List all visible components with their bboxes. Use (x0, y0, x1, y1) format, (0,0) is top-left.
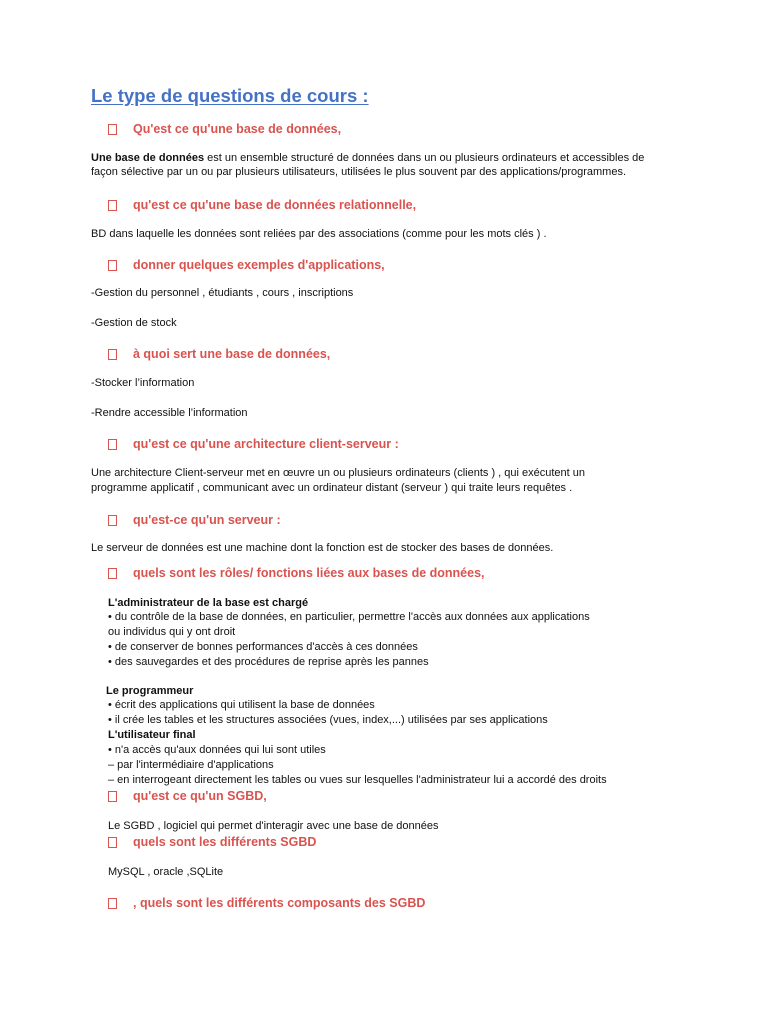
end-user-heading: L'utilisateur final (108, 729, 196, 741)
page-title: Le type de questions de cours : (91, 85, 369, 106)
answer-line: programme applicatif , communicant avec un ordinateur distant (serveur ) qui traite leurs requêtes . (91, 482, 573, 494)
missing-glyph-bullet-icon (108, 124, 117, 135)
programmer-line: • il crée les tables et les structures associées (vues, index,...) utilisées par ses applications (108, 714, 548, 726)
missing-glyph-bullet-icon (108, 260, 117, 271)
answer-paragraph-line2: façon sélective par un ou par plusieurs utilisateurs, utilisées le plus souvent par des applications/programmes. (91, 166, 627, 178)
admin-line: • du contrôle de la base de données, en particulier, permettre l'accès aux données aux applications (108, 611, 590, 623)
answer-line: Le serveur de données est une machine dont la fonction est de stocker des bases de données. (91, 542, 554, 554)
question-text: qu'est ce qu'une base de données relationnelle, (133, 198, 417, 212)
question-what-is-database (108, 120, 341, 138)
answer-line: Le SGBD , logiciel qui permet d'interagir avec une base de données (108, 820, 439, 832)
question-text: donner quelques exemples d'applications, (133, 258, 385, 272)
question-relational-database (108, 196, 416, 214)
question-database-purpose (108, 345, 330, 363)
question-text: quels sont les rôles/ fonctions liées aux bases de données, (133, 566, 485, 580)
question-what-is-server (108, 511, 281, 529)
question-text: qu'est ce qu'un SGBD, (133, 789, 267, 803)
question-client-server (108, 435, 399, 453)
question-text: qu'est-ce qu'un serveur : (133, 513, 281, 527)
admin-line: • des sauvegardes et des procédures de reprise après les pannes (108, 656, 429, 668)
bold-term: Une base de données (91, 152, 205, 164)
missing-glyph-bullet-icon (108, 515, 117, 526)
missing-glyph-bullet-icon (108, 349, 117, 360)
admin-line: ou individus qui y ont droit (108, 626, 236, 638)
missing-glyph-bullet-icon (108, 568, 117, 579)
answer-line: -Rendre accessible l’information (91, 407, 248, 419)
answer-paragraph: BD dans laquelle les données sont reliées par des associations (comme pour les mots clés ) . (91, 228, 547, 240)
programmer-line: • écrit des applications qui utilisent la base de données (108, 699, 375, 711)
missing-glyph-bullet-icon (108, 791, 117, 802)
programmer-heading: Le programmeur (106, 685, 194, 697)
question-what-is-sgbd (108, 787, 267, 805)
question-sgbd-list (108, 833, 316, 851)
admin-heading: L'administrateur de la base est chargé (108, 597, 309, 609)
question-text: à quoi sert une base de données, (133, 347, 331, 361)
answer-line: Une architecture Client-serveur met en œuvre un ou plusieurs ordinateurs (clients ) , qui exécutent un (91, 467, 586, 479)
missing-glyph-bullet-icon (108, 898, 117, 909)
admin-line: • de conserver de bonnes performances d'accès à ces données (108, 641, 418, 653)
question-sgbd-components (108, 894, 425, 912)
question-text: quels sont les différents SGBD (133, 835, 317, 849)
answer-paragraph (91, 151, 644, 166)
question-text: Qu'est ce qu'une base de données, (133, 122, 342, 136)
end-user-line: – par l'intermédiaire d'applications (108, 759, 274, 771)
missing-glyph-bullet-icon (108, 200, 117, 211)
question-application-examples (108, 256, 385, 274)
answer-text: est un ensemble structuré de données dans un ou plusieurs ordinateurs et accessibles de (204, 152, 645, 164)
end-user-line: • n'a accès qu'aux données qui lui sont utiles (108, 744, 326, 756)
missing-glyph-bullet-icon (108, 837, 117, 848)
answer-line: -Gestion de stock (91, 317, 177, 329)
question-text: qu'est ce qu'une architecture client-serveur : (133, 437, 399, 451)
answer-line: -Gestion du personnel , étudiants , cours , inscriptions (91, 287, 354, 299)
answer-line: MySQL , oracle ,SQLite (108, 866, 224, 878)
question-roles (108, 564, 485, 582)
question-text: , quels sont les différents composants des SGBD (133, 896, 426, 910)
answer-line: -Stocker l’information (91, 377, 195, 389)
missing-glyph-bullet-icon (108, 439, 117, 450)
end-user-line: – en interrogeant directement les tables ou vues sur lesquelles l'administrateur lui a accordé des droits (108, 774, 607, 786)
